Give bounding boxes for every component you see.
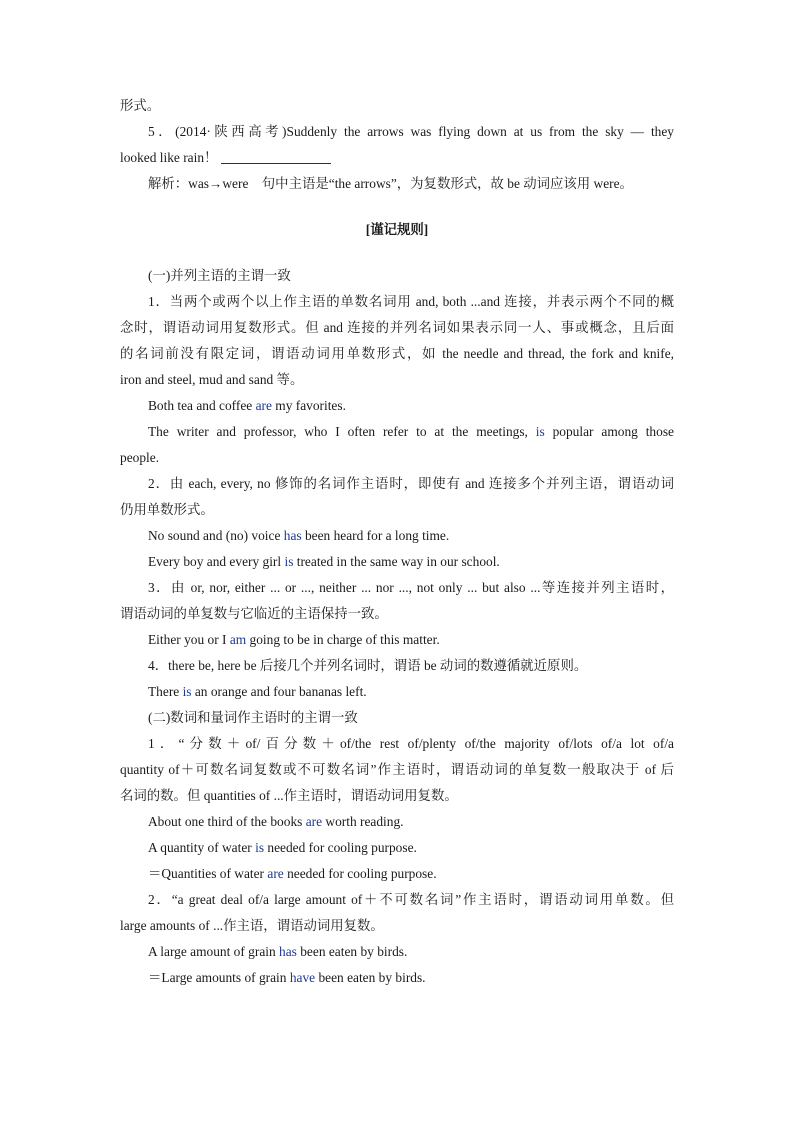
- heading-text: [谨记规则]: [365, 222, 429, 237]
- example-text: About one third of the books: [148, 814, 306, 829]
- spacer: [120, 197, 674, 217]
- content-area: [120, 93, 674, 991]
- exercise-continuation: [120, 93, 674, 119]
- highlighted-verb: have: [289, 970, 316, 985]
- rule-text: 念时，谓语动词用复数形式。但 and 连接的并列名词如果表示同一人、事或概念，且后面: [120, 320, 674, 335]
- section2-title: [120, 705, 674, 731]
- rule-2-1-line1: [120, 731, 674, 757]
- example-text: people.: [120, 450, 160, 465]
- example-text: Every boy and every girl: [148, 554, 285, 569]
- example-sentence: [120, 835, 674, 861]
- example-text: A large amount of grain: [148, 944, 280, 959]
- rule-text: 名词的数。但 quantities of ...作主语时，谓语动词用复数。: [120, 788, 458, 803]
- highlighted-verb: are: [267, 866, 284, 881]
- example-text: No sound and (no) voice: [148, 528, 284, 543]
- rule-2-2-line2: [120, 913, 674, 939]
- example-text: A quantity of water: [148, 840, 256, 855]
- question-5-line2: [120, 145, 674, 171]
- example-text: my favorites.: [271, 398, 346, 413]
- highlighted-verb: is: [182, 684, 192, 699]
- rule-1-line1: [120, 289, 674, 315]
- title-text: (二)数词和量词作主语时的主谓一致: [148, 710, 358, 725]
- question-5-line1: [120, 119, 674, 145]
- answer-blank[interactable]: [221, 149, 331, 164]
- rule-text: 4．there be, here be 后接几个并列名词时，谓语 be 动词的数遵循就近原则。: [148, 658, 588, 673]
- example-sentence-cont: [120, 445, 674, 471]
- example-text: popular among those: [544, 424, 674, 439]
- rule-1-line3: [120, 341, 674, 367]
- highlighted-verb: is: [255, 840, 265, 855]
- rule-2-2-line1: [120, 887, 674, 913]
- rule-text: 2．“a great deal of/a large amount of＋不可数名词”作主语时，谓语动词用单数。但: [148, 892, 674, 907]
- rule-text: 1．当两个或两个以上作主语的单数名词用 and, both ...and 连接，并表示两个不同的概: [148, 294, 674, 309]
- analysis-text: 解析：was→were 句中主语是“the arrows”，为复数形式，故 be 动词应该用 were。: [148, 176, 633, 191]
- title-text: (一)并列主语的主谓一致: [148, 268, 291, 283]
- rule-4: [120, 653, 674, 679]
- rule-text: 1．“分数＋of/百分数＋of/the rest of/plenty of/the majority of/lots of/a lot of/a: [148, 736, 674, 751]
- highlighted-verb: is: [284, 554, 294, 569]
- example-text: needed for cooling purpose.: [283, 866, 437, 881]
- example-text: Both tea and coffee: [148, 398, 256, 413]
- rule-2-1-line3: [120, 783, 674, 809]
- highlighted-verb: is: [535, 424, 545, 439]
- rule-2-line2: [120, 497, 674, 523]
- highlighted-verb: are: [255, 398, 272, 413]
- analysis: [120, 171, 674, 197]
- rule-2-1-line2: [120, 757, 674, 783]
- example-sentence: [120, 523, 674, 549]
- rule-text: 2．由 each, every, no 修饰的名词作主语时，即使有 and 连接多个并列主语，谓语动词: [148, 476, 674, 491]
- rule-2-line1: [120, 471, 674, 497]
- example-text: ＝Large amounts of grain: [148, 970, 290, 985]
- example-text: There: [148, 684, 183, 699]
- rule-text: quantity of＋可数名词复数或不可数名词”作主语时，谓语动词的单复数一般取决于 of 后: [120, 762, 674, 777]
- example-text: been eaten by birds.: [296, 944, 408, 959]
- rule-1-line4: [120, 367, 674, 393]
- example-text: been eaten by birds.: [315, 970, 426, 985]
- rule-1-line2: [120, 315, 674, 341]
- rule-3-line1: [120, 575, 674, 601]
- rule-text: large amounts of ...作主语，谓语动词用复数。: [120, 918, 384, 933]
- highlighted-verb: has: [283, 528, 302, 543]
- example-text: worth reading.: [322, 814, 404, 829]
- highlighted-verb: are: [305, 814, 323, 829]
- example-sentence: [120, 965, 674, 991]
- text: 形式。: [120, 98, 161, 113]
- rule-text: 3．由 or, nor, either ... or ..., neither ... nor ..., not only ... but also ...等连接并列主语时，: [148, 580, 674, 595]
- example-sentence: [120, 627, 674, 653]
- example-text: treated in the same way in our school.: [293, 554, 500, 569]
- example-sentence: [120, 549, 674, 575]
- example-sentence: [120, 419, 674, 445]
- section1-title: [120, 263, 674, 289]
- example-text: needed for cooling purpose.: [264, 840, 417, 855]
- example-sentence: [120, 393, 674, 419]
- example-text: been heard for a long time.: [301, 528, 450, 543]
- example-sentence: [120, 939, 674, 965]
- example-sentence: [120, 861, 674, 887]
- rule-text: 谓语动词的单复数与它临近的主语保持一致。: [120, 606, 388, 621]
- example-sentence: [120, 679, 674, 705]
- question-text: 5．(2014·陕西高考)Suddenly the arrows was flying down at us from the sky — they: [148, 124, 674, 139]
- example-text: going to be in charge of this matter.: [246, 632, 440, 647]
- example-text: ＝Quantities of water: [148, 866, 268, 881]
- example-sentence: [120, 809, 674, 835]
- rule-text: iron and steel, mud and sand 等。: [120, 372, 304, 387]
- spacer: [120, 243, 674, 263]
- highlighted-verb: has: [279, 944, 297, 959]
- rule-text: 仍用单数形式。: [120, 502, 214, 517]
- rule-text: 的名词前没有限定词，谓语动词用单数形式，如 the needle and thread, the fork and knife,: [120, 346, 674, 361]
- example-text: Either you or I: [148, 632, 230, 647]
- rule-3-line2: [120, 601, 674, 627]
- highlighted-verb: am: [229, 632, 247, 647]
- example-text: The writer and professor, who I often refer to at the meetings,: [148, 424, 536, 439]
- example-text: an orange and four bananas left.: [191, 684, 367, 699]
- section-heading: [120, 217, 674, 243]
- question-text: looked like rain！: [120, 150, 218, 165]
